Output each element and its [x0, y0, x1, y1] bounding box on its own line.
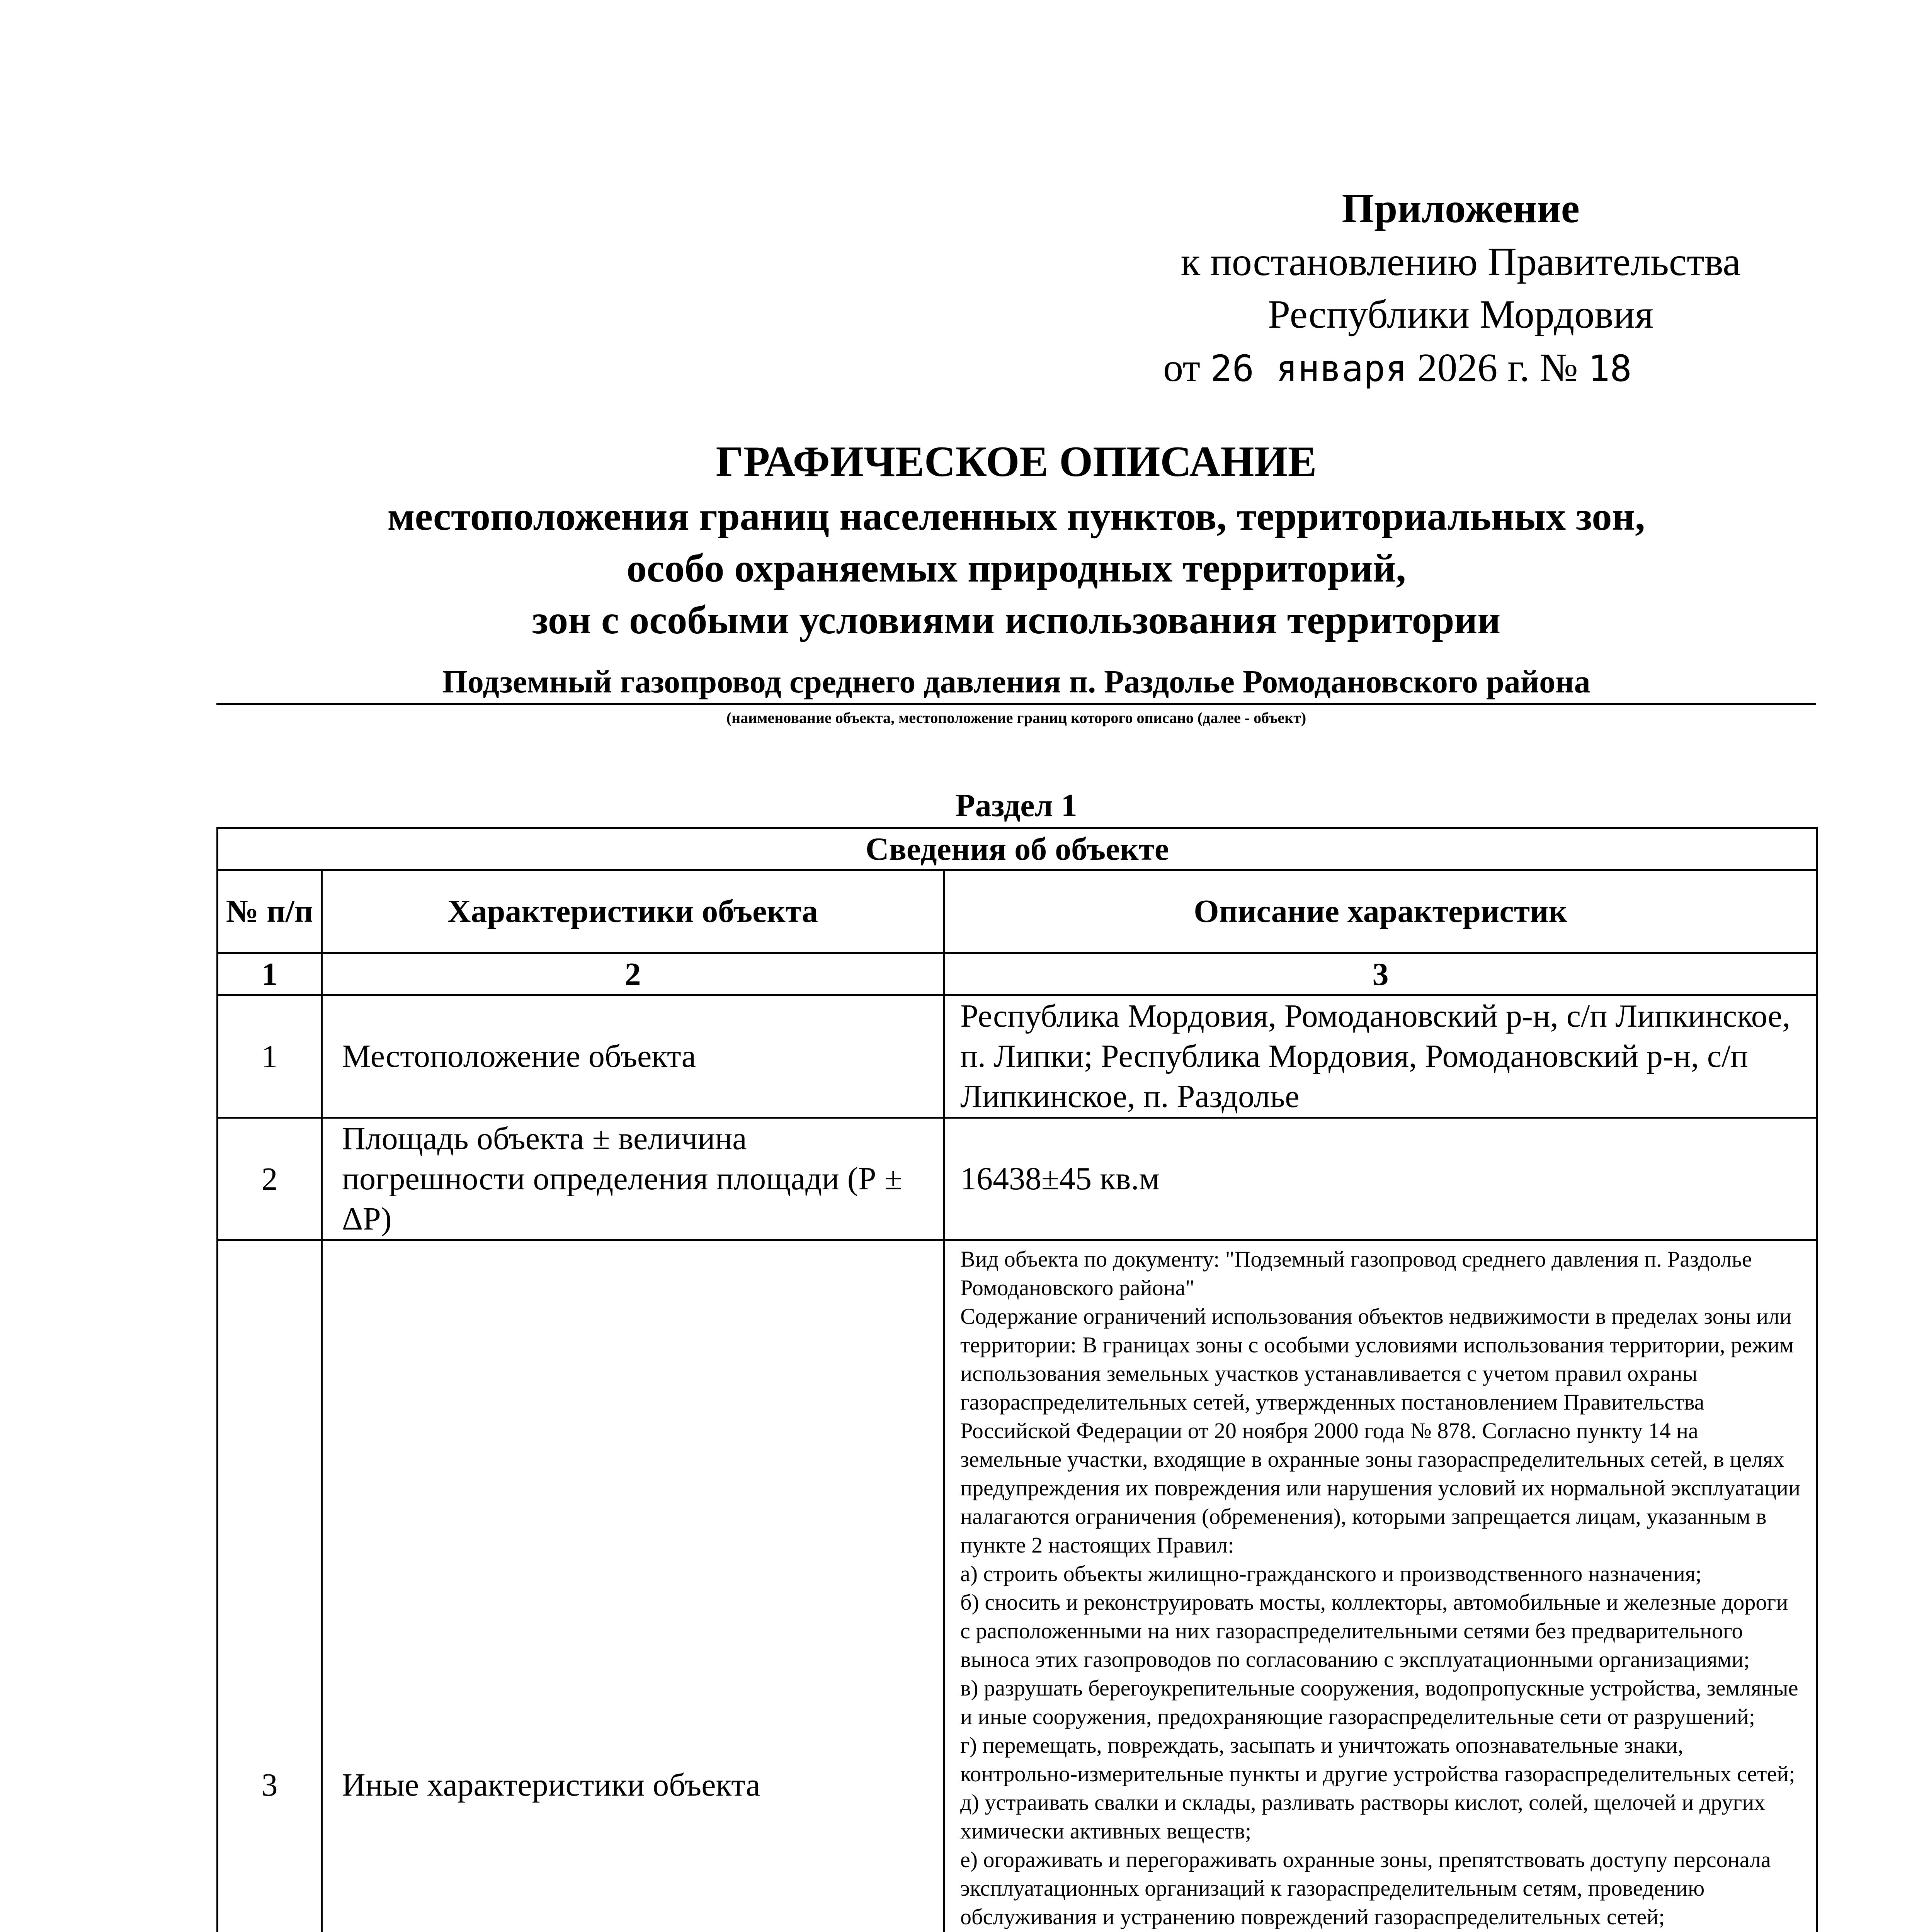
row-characteristic: Иные характеристики объекта: [322, 1240, 944, 1932]
column-number-2: 2: [322, 953, 944, 995]
appendix-line-2: к постановлению Правительства: [1181, 240, 1741, 284]
row-number: 3: [218, 1240, 322, 1932]
document-heading: [216, 433, 1816, 646]
date-prefix: от: [1163, 345, 1201, 390]
row-description: 16438±45 кв.м: [944, 1118, 1817, 1240]
header-number: № п/п: [218, 870, 322, 953]
column-number-3: 3: [944, 953, 1817, 995]
row-description: [944, 1240, 1817, 1932]
row-number: 2: [218, 1118, 322, 1240]
date-year: 2026 г. №: [1417, 345, 1578, 390]
table-row: [218, 1118, 1817, 1240]
table-row: [218, 1240, 1817, 1932]
appendix-line-3: Республики Мордовия: [1268, 292, 1653, 337]
row-number: 1: [218, 995, 322, 1118]
row-description: Республика Мордовия, Ромодановский р-н, с/п Липкинское, п. Липки; Республика Мордовия, Ромодановский р-н, с/п Липкинское, п. Раздолье: [944, 995, 1817, 1118]
header-description: Описание характеристик: [944, 870, 1817, 953]
section-title: Раздел 1: [955, 787, 1077, 823]
description-paragraph: Содержание ограничений использования объектов недвижимости в пределах зоны или территории: В границах зоны с особыми условиями использования территории, режим использования земельных участков устанавливается с учетом правил охраны газораспределительных сетей, утвержденных постановлением Правительства Российской Федерации от 20 ноября 2000 года № 878. Согласно пункту 14 на земельные участки, входящие в охранные зоны газораспределительных сетей, в целях предупреждения их повреждения или нарушения условий их нормальной эксплуатации налагаются ограничения (обременения), которыми запрещается лицам, указанным в пункте 2 настоящих Правил:: [960, 1304, 1801, 1558]
object-name-note: (наименование объекта, местоположение границ которого описано (далее - объект): [726, 709, 1306, 726]
table-caption: Сведения об объекте: [218, 828, 1817, 870]
date-handwritten: 26 января: [1210, 348, 1407, 390]
description-paragraph: е) огораживать и перегораживать охранные зоны, препятствовать доступу персонала эксплуатационных организаций к газораспределительным сетям, проведению обслуживания и устранению повреждений газораспределительных сетей;: [960, 1847, 1771, 1929]
subtitle-line-3: зон с особыми условиями использования территории: [532, 598, 1501, 642]
object-info-table: [216, 827, 1818, 1932]
description-paragraph: в) разрушать берегоукрепительные сооружения, водопропускные устройства, земляные и иные сооружения, предохраняющие газораспределительные сети от разрушений;: [960, 1675, 1798, 1729]
description-paragraph: б) сносить и реконструировать мосты, коллекторы, автомобильные и железные дороги с расположенными на них газораспределительными сетями без предварительного выноса этих газопроводов по согласованию с эксплуатационными организациями;: [960, 1590, 1788, 1672]
row-characteristic: Площадь объекта ± величина погрешности определения площади (Р ± ΔР): [322, 1118, 944, 1240]
appendix-date-line: [1074, 341, 1847, 396]
column-number-1: 1: [218, 953, 322, 995]
document-title: ГРАФИЧЕСКОЕ ОПИСАНИЕ: [716, 438, 1317, 486]
appendix-block: [1074, 182, 1847, 396]
subtitle-line-1: местоположения границ населенных пунктов, территориальных зон,: [387, 494, 1645, 539]
table-row: [218, 995, 1817, 1118]
row-characteristic: Местоположение объекта: [322, 995, 944, 1118]
description-paragraph: г) перемещать, повреждать, засыпать и уничтожать опознавательные знаки, контрольно-измерительные пункты и другие устройства газораспределительных сетей;: [960, 1733, 1795, 1786]
appendix-title: Приложение: [1342, 185, 1580, 231]
document-number: 18: [1588, 348, 1632, 390]
description-paragraph: а) строить объекты жилищно-гражданского и производственного назначения;: [960, 1561, 1702, 1586]
description-paragraph: Вид объекта по документу: "Подземный газопровод среднего давления п. Раздолье Ромодановского района": [960, 1247, 1752, 1300]
object-name: Подземный газопровод среднего давления п. Раздолье Ромодановского района: [216, 661, 1816, 705]
description-paragraph: д) устраивать свалки и склады, разливать растворы кислот, солей, щелочей и других химически активных веществ;: [960, 1790, 1766, 1844]
header-characteristic: Характеристики объекта: [322, 870, 944, 953]
subtitle-line-2: особо охраняемых природных территорий,: [626, 546, 1406, 590]
